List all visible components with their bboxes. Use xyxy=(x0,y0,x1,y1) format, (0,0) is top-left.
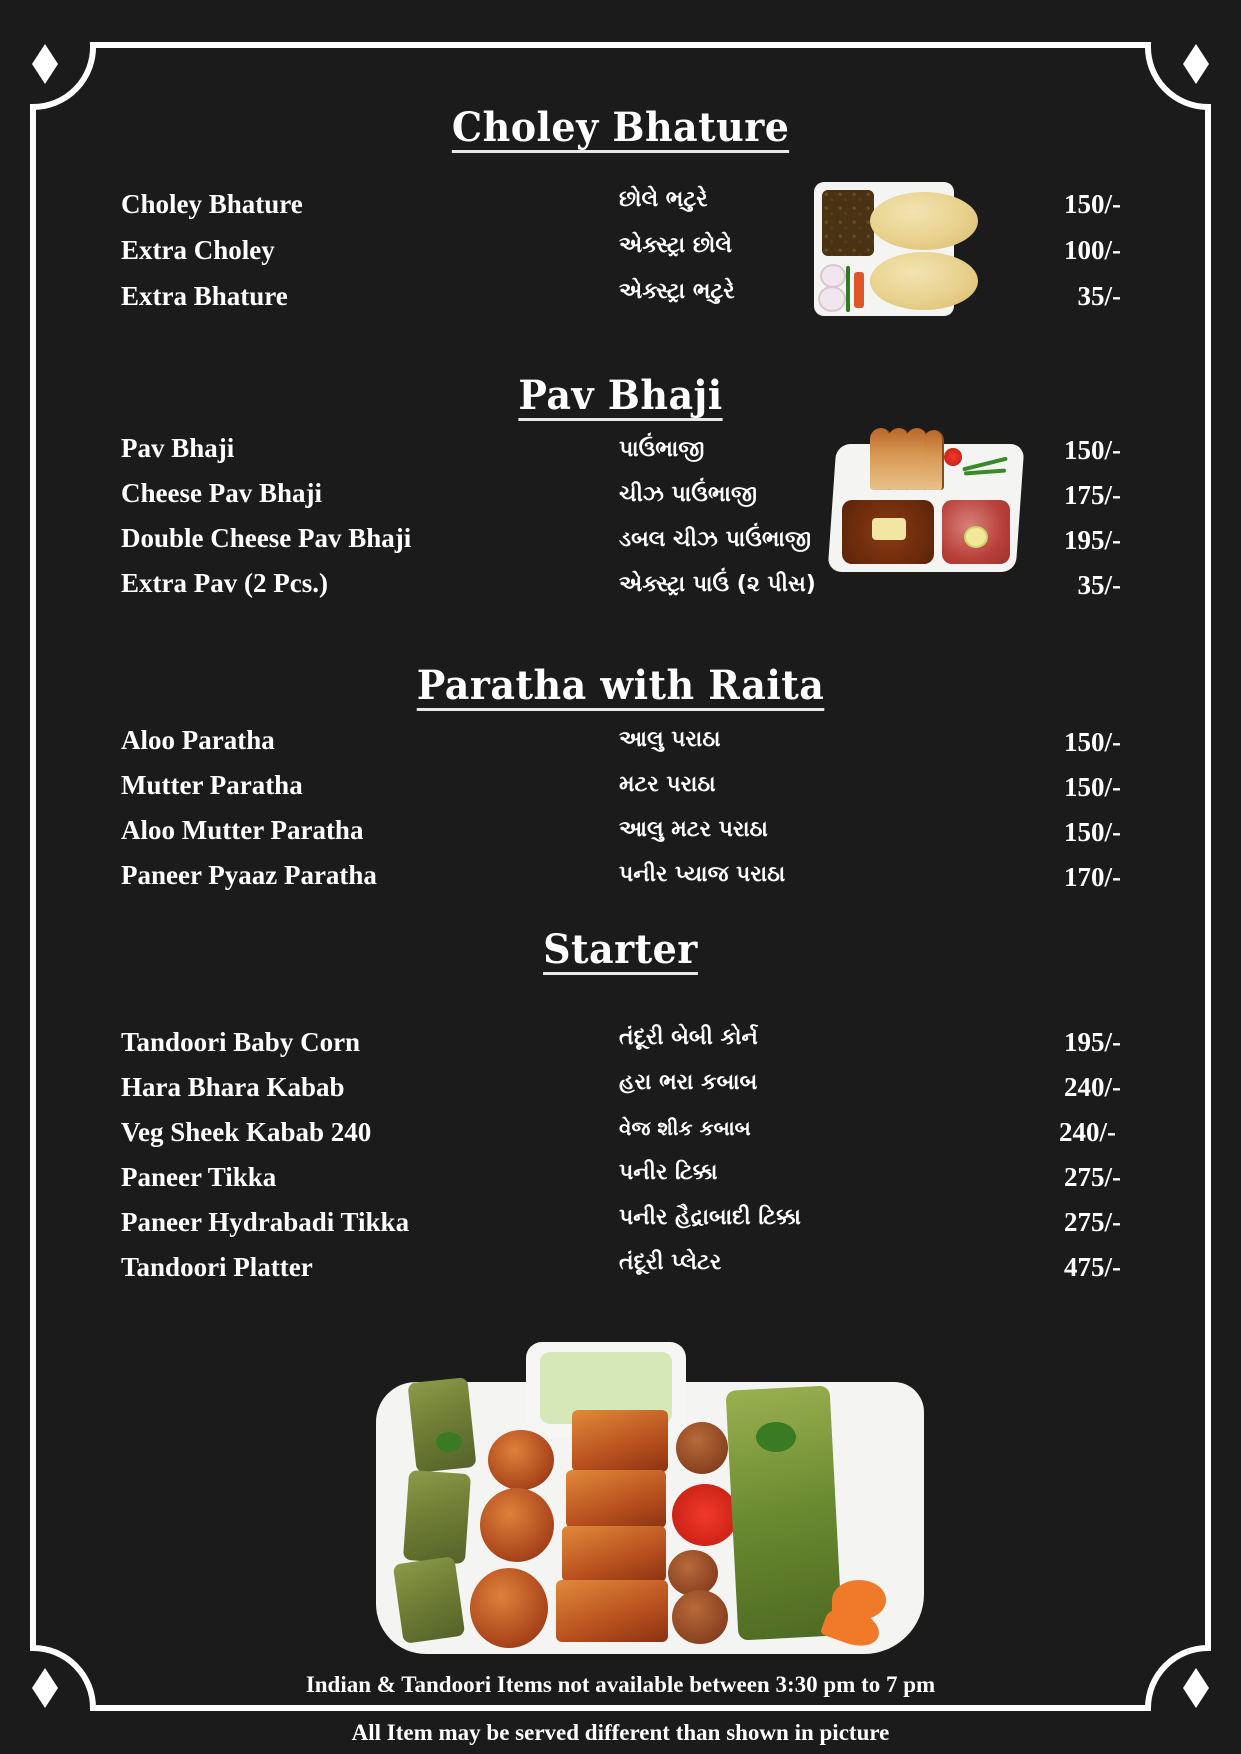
item-name: Extra Bhature xyxy=(121,281,288,311)
section-title-starter: Starter xyxy=(543,926,698,973)
item-name: Aloo Paratha xyxy=(121,725,275,755)
item-name: Double Cheese Pav Bhaji xyxy=(121,523,412,553)
item-price: 170/- xyxy=(1064,862,1121,892)
item-price: 100/- xyxy=(1064,235,1121,265)
item-price: 195/- xyxy=(1064,1027,1121,1057)
choley-bhature-image xyxy=(814,182,980,316)
availability-notice: Indian & Tandoori Items not available between 3:30 pm to 7 pm xyxy=(305,1672,936,1697)
item-price: 475/- xyxy=(1064,1252,1121,1282)
item-name: Pav Bhaji xyxy=(121,433,235,463)
item-name: Hara Bhara Kabab xyxy=(121,1072,345,1102)
item-name: Paneer Hydrabadi Tikka xyxy=(121,1207,410,1237)
item-name: Tandoori Baby Corn xyxy=(121,1027,361,1057)
menu-item-row xyxy=(0,565,1241,605)
item-name-gujarati: વેજ શીક કબાબ xyxy=(619,1116,751,1140)
menu-item-row xyxy=(0,1022,1241,1062)
item-price: 150/- xyxy=(1064,772,1121,802)
item-price: 150/- xyxy=(1064,817,1121,847)
tandoori-platter-image xyxy=(376,1342,924,1662)
menu-item-row xyxy=(0,230,1241,270)
menu-item-row xyxy=(0,1067,1241,1107)
menu-item-row xyxy=(0,722,1241,762)
item-price: 35/- xyxy=(1077,570,1121,600)
item-name-gujarati: મટર પરાઠા xyxy=(619,772,716,797)
item-name: Extra Choley xyxy=(121,235,275,265)
item-price: 35/- xyxy=(1077,281,1121,311)
item-name: Cheese Pav Bhaji xyxy=(121,478,322,508)
diamond-ornament-icon xyxy=(32,44,58,84)
pav-bhaji-image xyxy=(832,426,1042,574)
item-name: Paneer Tikka xyxy=(121,1162,277,1192)
menu-item-row xyxy=(0,430,1241,470)
item-price: 150/- xyxy=(1064,727,1121,757)
item-name-gujarati: આલુ પરાઠા xyxy=(619,727,721,752)
item-name: Extra Pav (2 Pcs.) xyxy=(121,568,328,598)
item-name-gujarati: તંદૂરી પ્લેટર xyxy=(619,1250,722,1275)
item-name-gujarati: તંદૂરી બેબી કોર્ન xyxy=(619,1025,758,1050)
item-name-gujarati: પનીર હૈદ્રાબાદી ટિક્કા xyxy=(619,1205,801,1230)
item-price: 275/- xyxy=(1064,1207,1121,1237)
menu-item-row xyxy=(0,767,1241,807)
menu-item-row xyxy=(0,1247,1241,1287)
menu-item-row xyxy=(0,276,1241,316)
item-price: 275/- xyxy=(1064,1162,1121,1192)
section-title-pav-bhaji: Pav Bhaji xyxy=(518,372,723,419)
item-name: Aloo Mutter Paratha xyxy=(121,815,364,845)
menu-item-row xyxy=(0,1202,1241,1242)
item-price: 150/- xyxy=(1064,435,1121,465)
picture-disclaimer: All Item may be served different than shown in picture xyxy=(351,1720,890,1745)
item-price: 150/- xyxy=(1064,189,1121,219)
item-name: Paneer Pyaaz Paratha xyxy=(121,860,377,890)
item-name-gujarati: એક્સ્ટ્રા પાઉં (૨ પીસ) xyxy=(619,572,816,597)
item-name: Choley Bhature xyxy=(121,189,303,219)
menu-item-row xyxy=(0,520,1241,560)
item-price: 175/- xyxy=(1064,480,1121,510)
section-title-choley-bhature: Choley Bhature xyxy=(451,104,790,151)
menu-item-row xyxy=(0,475,1241,515)
item-name-gujarati: હરા ભરા કબાબ xyxy=(619,1070,758,1095)
item-name: Tandoori Platter xyxy=(121,1252,313,1282)
menu-item-row xyxy=(0,184,1241,224)
menu-item-row xyxy=(0,1112,1241,1152)
diamond-ornament-icon xyxy=(1183,44,1209,84)
item-name: Mutter Paratha xyxy=(121,770,303,800)
item-name-gujarati: એક્સ્ટ્રા ભટુરે xyxy=(619,279,735,304)
menu-item-row xyxy=(0,812,1241,852)
item-name: Veg Sheek Kabab 240 xyxy=(121,1117,372,1147)
item-price: 240/- xyxy=(1059,1117,1116,1147)
section-title-paratha-with-raita: Paratha with Raita xyxy=(416,662,825,709)
item-price: 240/- xyxy=(1064,1072,1121,1102)
item-name-gujarati: ચીઝ પાઉંભાજી xyxy=(619,482,757,507)
menu-item-row xyxy=(0,1157,1241,1197)
item-name-gujarati: ડબલ ચીઝ પાઉંભાજી xyxy=(619,527,811,552)
item-name-gujarati: છોલે ભટુરે xyxy=(619,187,708,212)
item-name-gujarati: પાઉંભાજી xyxy=(619,437,705,462)
item-name-gujarati: પનીર પ્યાજ પરાઠા xyxy=(619,862,786,887)
item-name-gujarati: આલુ મટર પરાઠા xyxy=(619,817,768,842)
item-name-gujarati: એક્સ્ટ્રા છોલે xyxy=(619,233,732,258)
menu-item-row xyxy=(0,857,1241,897)
item-name-gujarati: પનીર ટિક્કા xyxy=(619,1160,718,1185)
item-price: 195/- xyxy=(1064,525,1121,555)
